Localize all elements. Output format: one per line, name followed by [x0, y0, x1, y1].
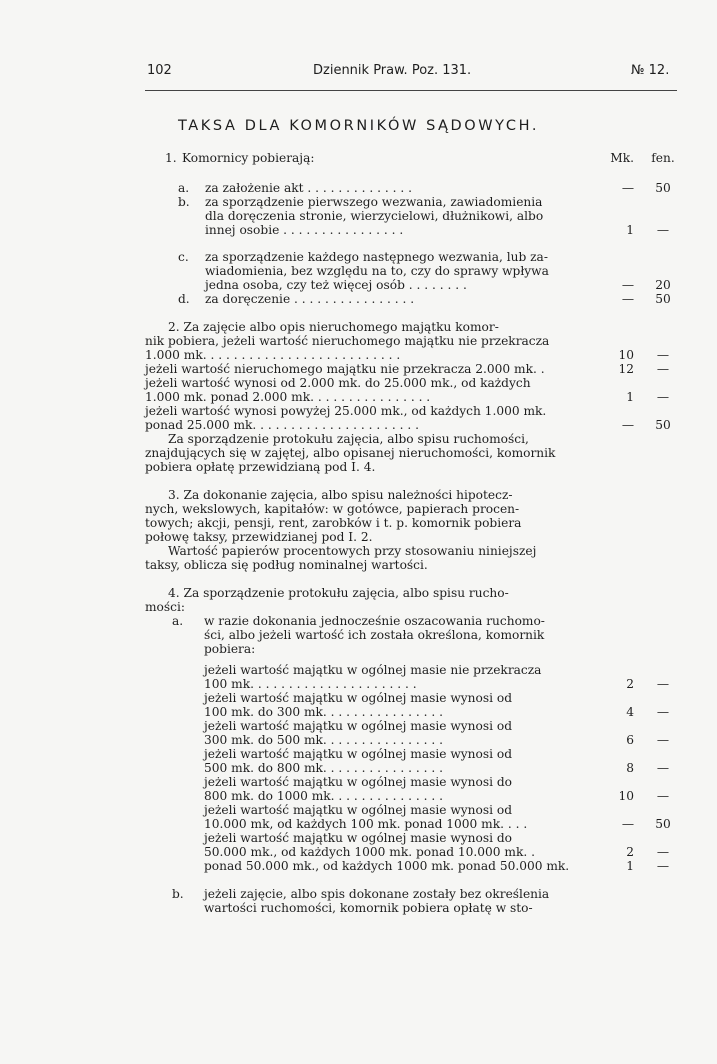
amount-fenigs: 50 — [655, 418, 671, 432]
amount-fenigs: 50 — [655, 292, 671, 306]
line-text: 10.000 mk, od każdych 100 mk. ponad 1000 mk. . . . — [204, 817, 528, 831]
line-text: taksy, oblicza się podług nominalnej wartości. — [145, 558, 428, 572]
line-text: Wartość papierów procentowych przy stosowaniu niniejszej — [168, 544, 537, 558]
amount-fenigs: — — [656, 362, 670, 376]
amount-marks: — — [621, 181, 634, 195]
line-text: jeżeli wartość majątku w ogólnej masie nie przekracza — [204, 663, 542, 677]
line-text: jeżeli wartość majątku w ogólnej masie wynosi od — [204, 747, 513, 761]
line-text: jeżeli wartość nieruchomego majątku nie przekracza 2.000 mk. . — [145, 362, 545, 376]
amount-marks: 12 — [618, 362, 634, 376]
line-text: połowę taksy, przewidzianej pod I. 2. — [145, 530, 373, 544]
line-text: 800 mk. do 1000 mk. . . . . . . . . . . . . . . — [204, 789, 444, 803]
amount-fenigs: 50 — [655, 817, 671, 831]
line-text: pobiera: — [204, 642, 256, 656]
line-text: 100 mk. . . . . . . . . . . . . . . . . . . . . . — [204, 677, 417, 691]
amount-fenigs: — — [656, 761, 670, 775]
amount-marks: 2 — [626, 845, 634, 859]
line-text: jeżeli wartość wynosi od 2.000 mk. do 25.000 mk., od każdych — [145, 376, 531, 390]
line-text: ponad 50.000 mk., od każdych 1000 mk. ponad 50.000 mk. — [204, 859, 570, 873]
amount-marks: — — [621, 292, 634, 306]
line-text: jeżeli wartość majątku w ogólnej masie wynosi od — [204, 691, 513, 705]
line-text: 1.000 mk. ponad 2.000 mk. . . . . . . . . . . . . . . . — [145, 390, 431, 404]
line-text: nych, wekslowych, kapitałów: w gotówce, papierach procen- — [145, 502, 520, 516]
amount-marks: 1 — [626, 223, 634, 237]
line-text: jeżeli wartość majątku w ogólnej masie wynosi od — [204, 719, 513, 733]
amount-fenigs: 20 — [655, 278, 671, 292]
amount-fenigs: — — [656, 859, 670, 873]
line-text: ści, albo jeżeli wartość ich została określona, komornik — [204, 628, 545, 642]
amount-marks: 2 — [626, 677, 634, 691]
amount-fenigs: — — [656, 677, 670, 691]
page-number: 102 — [147, 63, 172, 78]
document-title: TAKSA DLA KOMORNIKÓW SĄDOWYCH. — [177, 118, 540, 134]
line-text: jedna osoba, czy też więcej osób . . . . . . . . — [205, 278, 467, 292]
line-text: Za sporządzenie protokułu zajęcia, albo spisu ruchomości, — [168, 432, 529, 446]
line-text: 3. Za dokonanie zajęcia, albo spisu należności hipotecz- — [168, 488, 513, 502]
item-label: b. — [172, 887, 184, 901]
item-label: b. — [178, 195, 190, 209]
line-text: nik pobiera, jeżeli wartość nieruchomego majątku nie przekracza — [145, 334, 550, 348]
issue-number: № 12. — [631, 63, 670, 78]
line-text: towych; akcji, pensji, rent, zarobków i t. p. komornik pobiera — [145, 516, 522, 530]
line-text: dla doręczenia stronie, wierzycielowi, dłużnikowi, albo — [205, 209, 544, 223]
line-text: za sporządzenie każdego następnego wezwania, lub za- — [205, 250, 548, 264]
line-text: jeżeli wartość majątku w ogólnej masie wynosi do — [204, 831, 513, 845]
line-text: 1.000 mk. . . . . . . . . . . . . . . . . . . . . . . . . . — [145, 348, 401, 362]
amount-fenigs: — — [656, 733, 670, 747]
amount-fenigs: — — [656, 223, 670, 237]
line-text: 300 mk. do 500 mk. . . . . . . . . . . . . . . . — [204, 733, 444, 747]
line-text: wiadomienia, bez względu na to, czy do sprawy wpływa — [205, 264, 549, 278]
amount-fenigs: 50 — [655, 181, 671, 195]
line-text: znajdujących się w zajętej, albo opisanej nieruchomości, komornik — [145, 446, 556, 460]
item-label: 1. — [165, 151, 177, 165]
journal-reference: Dziennik Praw. Poz. 131. — [313, 63, 472, 78]
line-text: wartości ruchomości, komornik pobiera opłatę w sto- — [204, 901, 533, 915]
amount-marks: — — [621, 817, 634, 831]
amount-marks: 10 — [618, 348, 634, 362]
line-text: jeżeli wartość majątku w ogólnej masie wynosi od — [204, 803, 513, 817]
item-label: a. — [172, 614, 184, 628]
line-text: jeżeli wartość majątku w ogólnej masie wynosi do — [204, 775, 513, 789]
header-rule — [145, 90, 677, 91]
line-text: za sporządzenie pierwszego wezwania, zawiadomienia — [205, 195, 543, 209]
amount-fenigs: — — [656, 348, 670, 362]
amount-marks: — — [621, 418, 634, 432]
item-label: d. — [178, 292, 190, 306]
amount-fenigs: fen. — [651, 151, 675, 165]
amount-marks: 1 — [626, 390, 634, 404]
line-text: 2. Za zajęcie albo opis nieruchomego majątku komor- — [168, 320, 499, 334]
line-text: 500 mk. do 800 mk. . . . . . . . . . . . . . . . — [204, 761, 444, 775]
line-text: za założenie akt . . . . . . . . . . . . . . — [205, 181, 413, 195]
line-text: jeżeli wartość wynosi powyżej 25.000 mk., od każdych 1.000 mk. — [145, 404, 547, 418]
line-text: mości: — [145, 600, 185, 614]
item-label: c. — [178, 250, 189, 264]
amount-marks: 4 — [626, 705, 634, 719]
item-label: a. — [178, 181, 190, 195]
amount-marks: 8 — [626, 761, 634, 775]
amount-fenigs: — — [656, 789, 670, 803]
line-text: jeżeli zajęcie, albo spis dokonane zostały bez określenia — [204, 887, 550, 901]
line-text: 100 mk. do 300 mk. . . . . . . . . . . . . . . . — [204, 705, 444, 719]
amount-marks: — — [621, 278, 634, 292]
amount-marks: Mk. — [610, 151, 634, 165]
line-text: w razie dokonania jednocześnie oszacowania ruchomo- — [204, 614, 545, 628]
amount-fenigs: — — [656, 390, 670, 404]
amount-fenigs: — — [656, 845, 670, 859]
amount-marks: 10 — [618, 789, 634, 803]
amount-marks: 1 — [626, 859, 634, 873]
amount-fenigs: — — [656, 705, 670, 719]
line-text: za doręczenie . . . . . . . . . . . . . . . . — [205, 292, 415, 306]
line-text: pobiera opłatę przewidzianą pod I. 4. — [145, 460, 376, 474]
line-text: innej osobie . . . . . . . . . . . . . . . . — [205, 223, 404, 237]
line-text: 50.000 mk., od każdych 1000 mk. ponad 10.000 mk. . — [204, 845, 535, 859]
line-text: ponad 25.000 mk. . . . . . . . . . . . . . . . . . . . . . — [145, 418, 419, 432]
line-text: 4. Za sporządzenie protokułu zajęcia, albo spisu rucho- — [168, 586, 509, 600]
amount-marks: 6 — [626, 733, 634, 747]
line-text: Komornicy pobierają: — [182, 151, 315, 165]
